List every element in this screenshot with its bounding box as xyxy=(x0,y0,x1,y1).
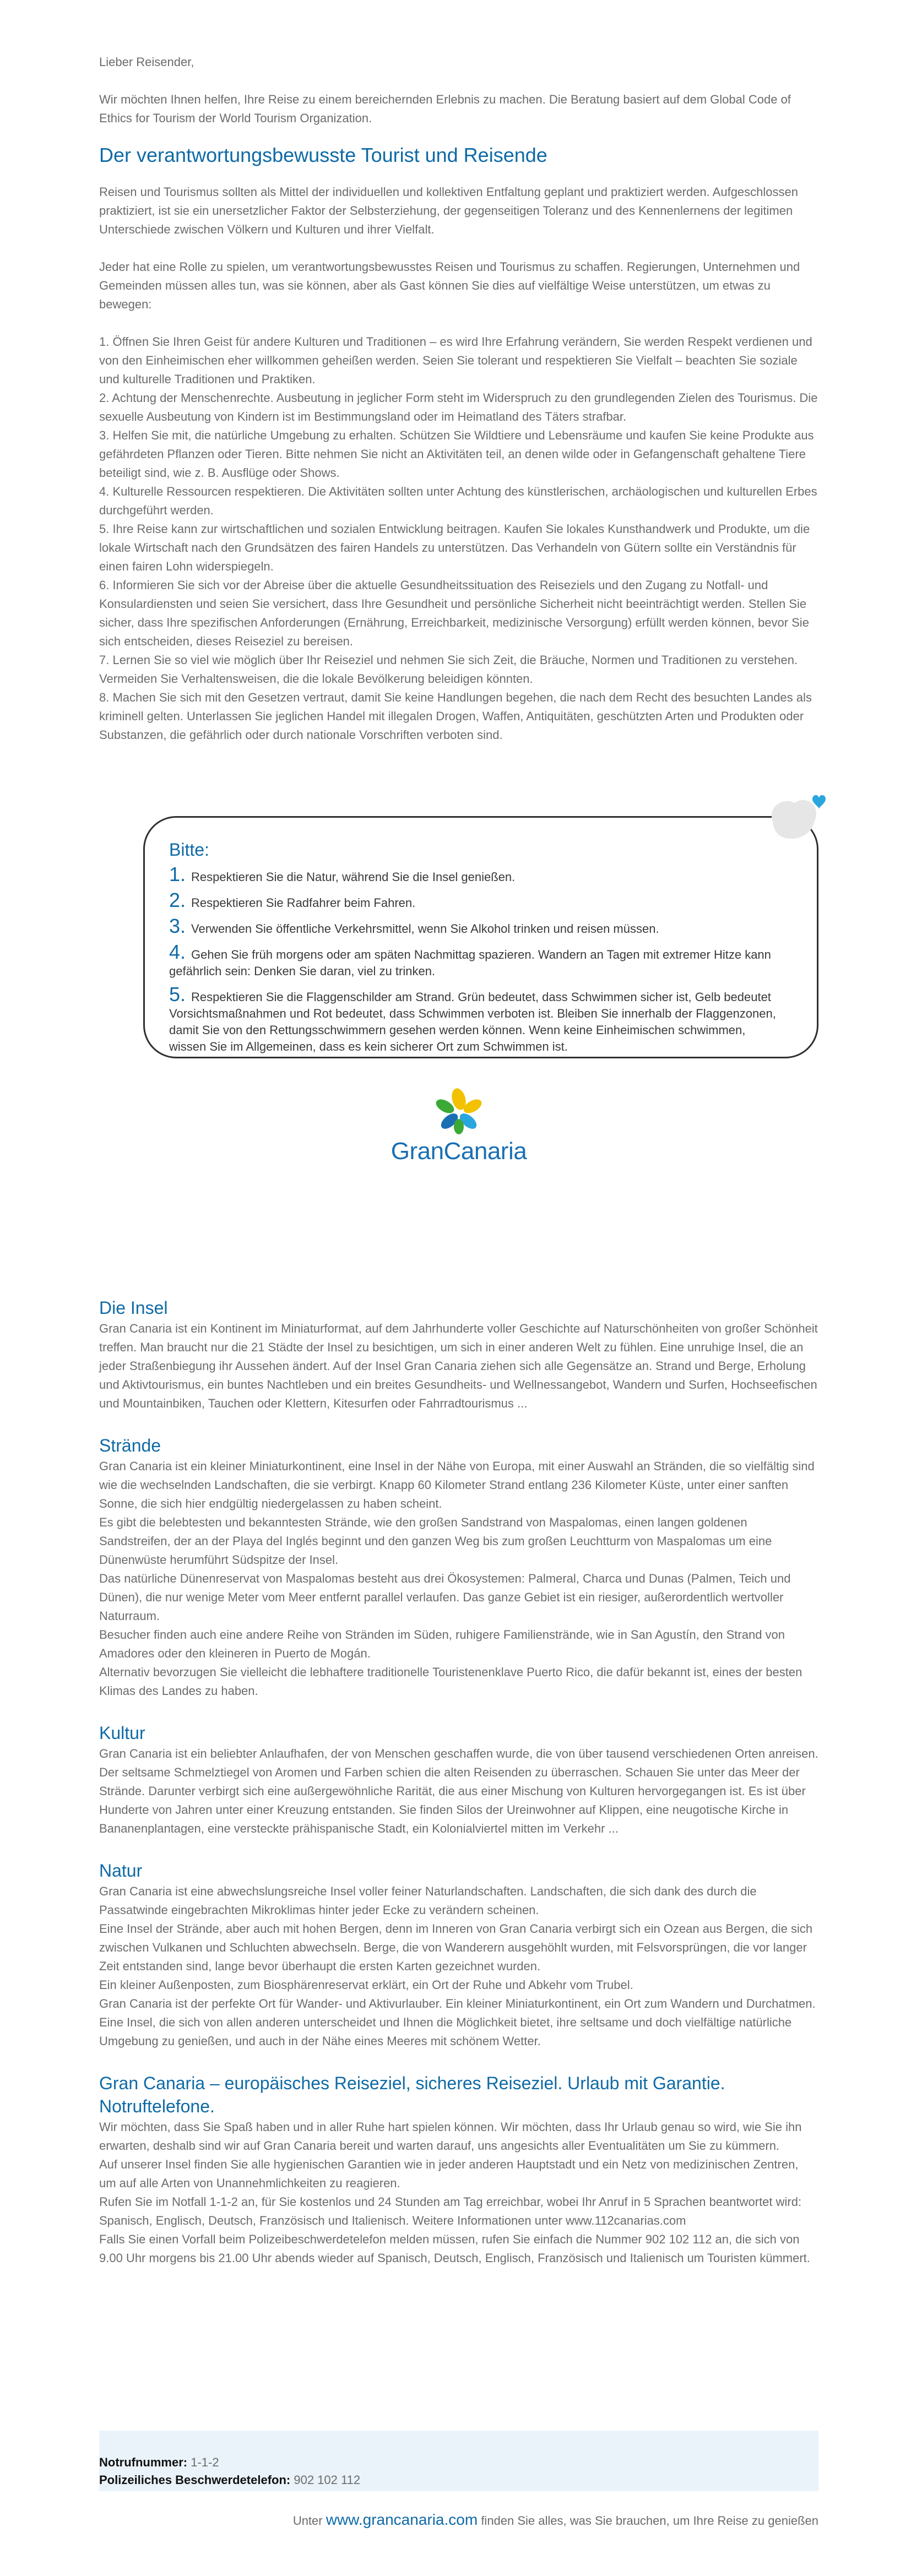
callout-item-text: Respektieren Sie Radfahrer beim Fahren. xyxy=(191,896,416,910)
section-title: Kultur xyxy=(99,1723,145,1743)
section-paragraph: Eine Insel der Strände, aber auch mit hohen Bergen, denn im Inneren von Gran Canaria verbirgt sich ein Ozean aus Bergen, die sich zwischen Vulkanen und Schluchten abwechseln. Berge, die von Wanderern ausgehöhlt wurden, mit Felsvorsprüngen, die vor langer Zeit entstanden sind, lange bevor überhaupt die ersten Karten gezeichnet wurden. xyxy=(99,1922,813,1973)
callout-item-number: 5. xyxy=(169,983,186,1006)
rule-item: 2. Achtung der Menschenrechte. Ausbeutung in jeglicher Form steht im Widerspruch zu den grundlegenden Zielen des Tourismus. Die sexuelle Ausbeutung von Kindern ist im Bestimmungsland oder im Heimatland des Täters strafbar. xyxy=(99,391,818,423)
section-paragraph: Gran Canaria ist eine abwechslungsreiche Insel voller feiner Naturlandschaften. Landschaften, die sich dank des durch die Passatwinde eingebrachten Mikroklimas hinter jeder Ecke zu verändern scheinen. xyxy=(99,1884,757,1917)
footer-prefix: Unter xyxy=(292,2514,323,2528)
section-paragraph: Ein kleiner Außenposten, zum Biosphärenreservat erklärt, ein Ort der Ruhe und Abkehr vom Trubel. xyxy=(99,1978,633,1992)
intro-text: Wir möchten Ihnen helfen, Ihre Reise zu einem bereichernden Erlebnis zu machen. Die Beratung basiert auf dem Global Code of Ethics for Tourism der World Tourism Organization. xyxy=(99,93,791,125)
rule-item: 1. Öffnen Sie Ihren Geist für andere Kulturen und Traditionen – es wird Ihre Erfahrung verändern, Sie werden Respekt verdienen und von den Einheimischen eher willkommen geheißen werden. Seien Sie tolerant und respektieren Sie Vielfalt – beachten Sie soziale und kulturelle Traditionen und Praktiken. xyxy=(99,335,812,386)
section-paragraph: Gran Canaria ist der perfekte Ort für Wander- und Aktivurlauber. Ein kleiner Miniaturkontinent, ein Ort zum Wandern und Durchatmen. Eine Insel, die sich von allen anderen unterscheidet und Ihnen die Möglichkeit bietet, ihre seltsame und doch vielfältige natürliche Umgebung zu genießen, und auch in der Nähe eines Meeres mit schönem Wetter. xyxy=(99,1997,816,2048)
callout-item xyxy=(169,915,784,937)
logo-text: GranCanaria xyxy=(391,1138,527,1165)
callout-item xyxy=(169,983,784,1055)
rule-item: 8. Machen Sie sich mit den Gesetzen vertraut, damit Sie keine Handlungen begehen, die nach dem Recht des besuchten Landes als kriminell gelten. Unterlassen Sie jeglichen Handel mit illegalen Drogen, Waffen, Antiquitäten, geschützten Arten und Produkten oder Substanzen, die gefährlich oder durch nationale Vorschriften verboten sind. xyxy=(99,691,812,742)
section-paragraph: Besucher finden auch eine andere Reihe von Stränden im Süden, ruhigere Familienstrände, wie in San Agustín, den Strand von Amadores oder den kleineren in Puerto de Mogán. xyxy=(99,1628,785,1660)
sections xyxy=(99,1296,818,2268)
main-heading: Der verantwortungsbewusste Tourist und Reisende xyxy=(99,144,547,166)
rule-item: 4. Kulturelle Ressourcen respektieren. Die Aktivitäten sollten unter Achtung des künstlerischen, archäologischen und kulturellen Erbes durchgeführt werden. xyxy=(99,485,817,517)
rule-item: 3. Helfen Sie mit, die natürliche Umgebung zu erhalten. Schützen Sie Wildtiere und Lebensräume und kaufen Sie keine Produkte aus gefährdeten Pflanzen oder Tieren. Bitte nehmen Sie nicht an Aktivitäten teil, an denen wilde oder in Gefangenschaft gehaltene Tiere beteiligt sind, wie z. B. Ausflüge oder Shows. xyxy=(99,428,814,480)
callout-title: Bitte: xyxy=(169,840,209,860)
section-paragraph: Das natürliche Dünenreservat von Maspalomas besteht aus drei Ökosystemen: Palmeral, Charca und Dunas (Palmen, Teich und Dünen), die nur wenige Meter vom Meer entfernt parallel verlaufen. Das ganze Gebiet ist ein riesiger, außerordentlich wertvoller Naturraum. xyxy=(99,1572,791,1623)
gran-canaria-logo xyxy=(99,1087,818,1197)
section-kultur xyxy=(99,1721,818,1838)
callout-item-number: 3. xyxy=(169,915,186,937)
police-label: Polizeiliches Beschwerdetelefon: xyxy=(99,2473,291,2487)
footer-suffix: finden Sie alles, was Sie brauchen, um Ihre Reise zu genießen xyxy=(481,2514,818,2528)
callout-item-number: 2. xyxy=(169,889,186,911)
sun-logo-icon xyxy=(429,1087,489,1137)
callout-box xyxy=(143,816,818,1058)
emergency-value: 1-1-2 xyxy=(191,2455,219,2469)
greeting: Lieber Reisender, xyxy=(99,55,194,69)
paragraph-2: Jeder hat eine Rolle zu spielen, um verantwortungsbewusstes Reisen und Tourismus zu schaffen. Regierungen, Unternehmen und Gemeinden müssen alles tun, was sie können, aber als Gast können Sie dies auf vielfältige Weise unterstützen, um etwas zu bewegen: xyxy=(99,260,800,311)
footer xyxy=(99,2511,818,2529)
section-paragraph: Falls Sie einen Vorfall beim Polizeibeschwerdetelefon melden müssen, rufen Sie einfach die Nummer 902 102 112 an, die sich von 9.00 Uhr morgens bis 21.00 Uhr abends wieder auf Spanisch, Deutsch, Englisch, Französisch und Italienisch um Touristen kümmert. xyxy=(99,2232,810,2265)
heart-blob-icon xyxy=(762,789,828,844)
section-paragraph: Alternativ bevorzugen Sie vielleicht die lebhaftere traditionelle Touristenenklave Puerto Rico, die dafür bekannt ist, eines der besten Klimas des Landes zu haben. xyxy=(99,1665,802,1698)
rules-list xyxy=(99,333,818,744)
section-paragraph: Wir möchten, dass Sie Spaß haben und in aller Ruhe hart spielen können. Wir möchten, dass Ihr Urlaub genau so wird, wie Sie ihn erwarten, deshalb sind wir auf Gran Canaria bereit und warten darauf, uns angesichts aller Eventualitäten um Sie zu kümmern. xyxy=(99,2120,802,2153)
callout-item-text: Respektieren Sie die Natur, während Sie die Insel genießen. xyxy=(191,870,516,884)
section-title: Strände xyxy=(99,1436,161,1455)
callout-item xyxy=(169,863,784,885)
callout-item-number: 1. xyxy=(169,863,186,885)
section-paragraph: Rufen Sie im Notfall 1-1-2 an, für Sie kostenlos und 24 Stunden am Tag erreichbar, wobei Ihr Anruf in 5 Sprachen beantwortet wird: Spanisch, Englisch, Deutsch, Französisch und Italienisch. Weitere Informationen unter www.112canarias.com xyxy=(99,2195,802,2227)
section-die-insel xyxy=(99,1296,818,1413)
section-title: Natur xyxy=(99,1861,143,1881)
section-safety xyxy=(99,2072,818,2268)
police-number-row xyxy=(99,2471,818,2489)
section-paragraph: Auf unserer Insel finden Sie alle hygienischen Garantien wie in jeder anderen Hauptstadt und ein Netz von medizinischen Zentren, um auf alle Arten von Unannehmlichkeiten zu reagieren. xyxy=(99,2157,799,2190)
callout-item-text: Gehen Sie früh morgens oder am späten Nachmittag spazieren. Wandern an Tagen mit extremer Hitze kann gefährlich sein: Denken Sie daran, viel zu trinken. xyxy=(169,948,771,978)
section-paragraph: Gran Canaria ist ein beliebter Anlaufhafen, der von Menschen geschaffen wurde, die von über tausend verschiedenen Orten anreisen. Der seltsame Schmelztiegel von Aromen und Farben schien die alten Reisenden zu überraschen. Schauen Sie unter das Meer der Strände. Darunter verbirgt sich eine außergewöhnliche Rarität, die aus einer Mischung von Kulturen hervorgegangen ist. Es ist über Hunderte von Jahren unter einer Kreuzung entstanden. Sie finden Silos der Ureinwohner auf Klippen, eine neugotische Kirche in Bananenplantagen, eine versteckte prähispanische Stadt, ein Kolonialviertel mitten im Verkehr ... xyxy=(99,1747,818,1835)
emergency-label: Notrufnummer: xyxy=(99,2455,188,2469)
section-paragraph: Es gibt die belebtesten und bekanntesten Strände, wie den großen Sandstrand von Maspalomas, einen langen goldenen Sandstreifen, der an der Playa del Inglés beginnt und den ganzen Weg bis zum großen Leuchtturm von Maspalomas um eine Dünenwüste herumführt Südspitze der Insel. xyxy=(99,1515,772,1567)
website-link[interactable]: www.grancanaria.com xyxy=(326,2511,478,2528)
callout-item-text: Verwenden Sie öffentliche Verkehrsmittel, wenn Sie Alkohol trinken und reisen müssen. xyxy=(191,922,659,936)
rule-item: 5. Ihre Reise kann zur wirtschaftlichen und sozialen Entwicklung beitragen. Kaufen Sie lokales Kunsthandwerk und Produkte, um die lokale Wirtschaft nach den Grundsätzen des fairen Handels zu unterstützen. Das Verhandeln von Gütern sollte ein Verständnis für einen fairen Lohn widerspiegeln. xyxy=(99,522,810,573)
section-straende xyxy=(99,1434,818,1700)
section-title: Die Insel xyxy=(99,1298,168,1318)
callout-item xyxy=(169,941,784,980)
document-page xyxy=(99,53,818,2289)
section-natur xyxy=(99,1859,818,2051)
emergency-number-row xyxy=(99,2454,818,2471)
section-paragraph: Gran Canaria ist ein kleiner Miniaturkontinent, eine Insel in der Nähe von Europa, mit einer Auswahl an Stränden, die so vielfältig sind wie die wechselnden Landschaften, die sie verbirgt. Knapp 60 Kilometer Strand entlang 236 Kilometer Küste, unter einer sanften Sonne, die sich hier endgültig niedergelassen zu haben scheint. xyxy=(99,1459,815,1510)
paragraph-1: Reisen und Tourismus sollten als Mittel der individuellen und kollektiven Entfaltung geplant und praktiziert werden. Aufgeschlossen praktiziert, ist sie ein unersetzlicher Faktor der Selbsterziehung, der gegenseitigen Toleranz und des Kennenlernens der legitimen Unterschiede zwischen Völkern und Kulturen und ihrer Vielfalt. xyxy=(99,185,798,236)
callout-item-text: Respektieren Sie die Flaggenschilder am Strand. Grün bedeutet, dass Schwimmen sicher ist, Gelb bedeutet Vorsichtsmaßnahmen und Rot bedeutet, dass Schwimmen verboten ist. Bleiben Sie innerhalb der Flaggenzonen, damit Sie von den Rettungsschwimmern gesehen werden können. Wenn keine Einheimischen schwimmen, wissen Sie im Allgemeinen, dass es kein sicherer Ort zum Schwimmen ist. xyxy=(169,990,776,1053)
callout-item xyxy=(169,889,784,911)
police-value: 902 102 112 xyxy=(294,2473,361,2487)
section-title: Gran Canaria – europäisches Reiseziel, sicheres Reiseziel. Urlaub mit Garantie. Notruftelefone. xyxy=(99,2073,725,2116)
callout-item-number: 4. xyxy=(169,941,186,963)
callout-section xyxy=(99,816,818,1080)
rule-item: 6. Informieren Sie sich vor der Abreise über die aktuelle Gesundheitssituation des Reiseziels und den Zugang zu Notfall- und Konsulardiensten und seien Sie versichert, dass Ihre Gesundheit und persönliche Sicherheit nicht beeinträchtigt werden. Stellen Sie sicher, dass Ihre spezifischen Anforderungen (Ernährung, Erreichbarkeit, medizinische Versorgung) erfüllt werden können, bevor Sie sich entscheiden, dieses Reiseziel zu bereisen. xyxy=(99,578,809,648)
section-paragraph: Gran Canaria ist ein Kontinent im Miniaturformat, auf dem Jahrhunderte voller Geschichte auf Naturschönheiten von großer Schönheit treffen. Man braucht nur die 21 Städte der Insel zu besichtigen, um sich in einer anderen Welt zu fühlen. Eine unruhige Insel, die an jeder Straßenbiegung ihr Aussehen ändert. Auf der Insel Gran Canaria ziehen sich alle Gegensätze an. Strand und Berge, Erholung und Aktivtourismus, ein buntes Nachtleben und ein breites Gesundheits- und Wellnessangebot, Wandern und Surfen, Hochseefischen und Mountainbiken, Tauchen oder Klettern, Kitesurfen oder Fahrradtourismus ... xyxy=(99,1322,818,1410)
emergency-box xyxy=(99,2431,818,2491)
rule-item: 7. Lernen Sie so viel wie möglich über Ihr Reiseziel und nehmen Sie sich Zeit, die Bräuche, Normen und Traditionen zu verstehen. Vermeiden Sie Verhaltensweisen, die die lokale Bevölkerung beleidigen könnten. xyxy=(99,653,798,686)
